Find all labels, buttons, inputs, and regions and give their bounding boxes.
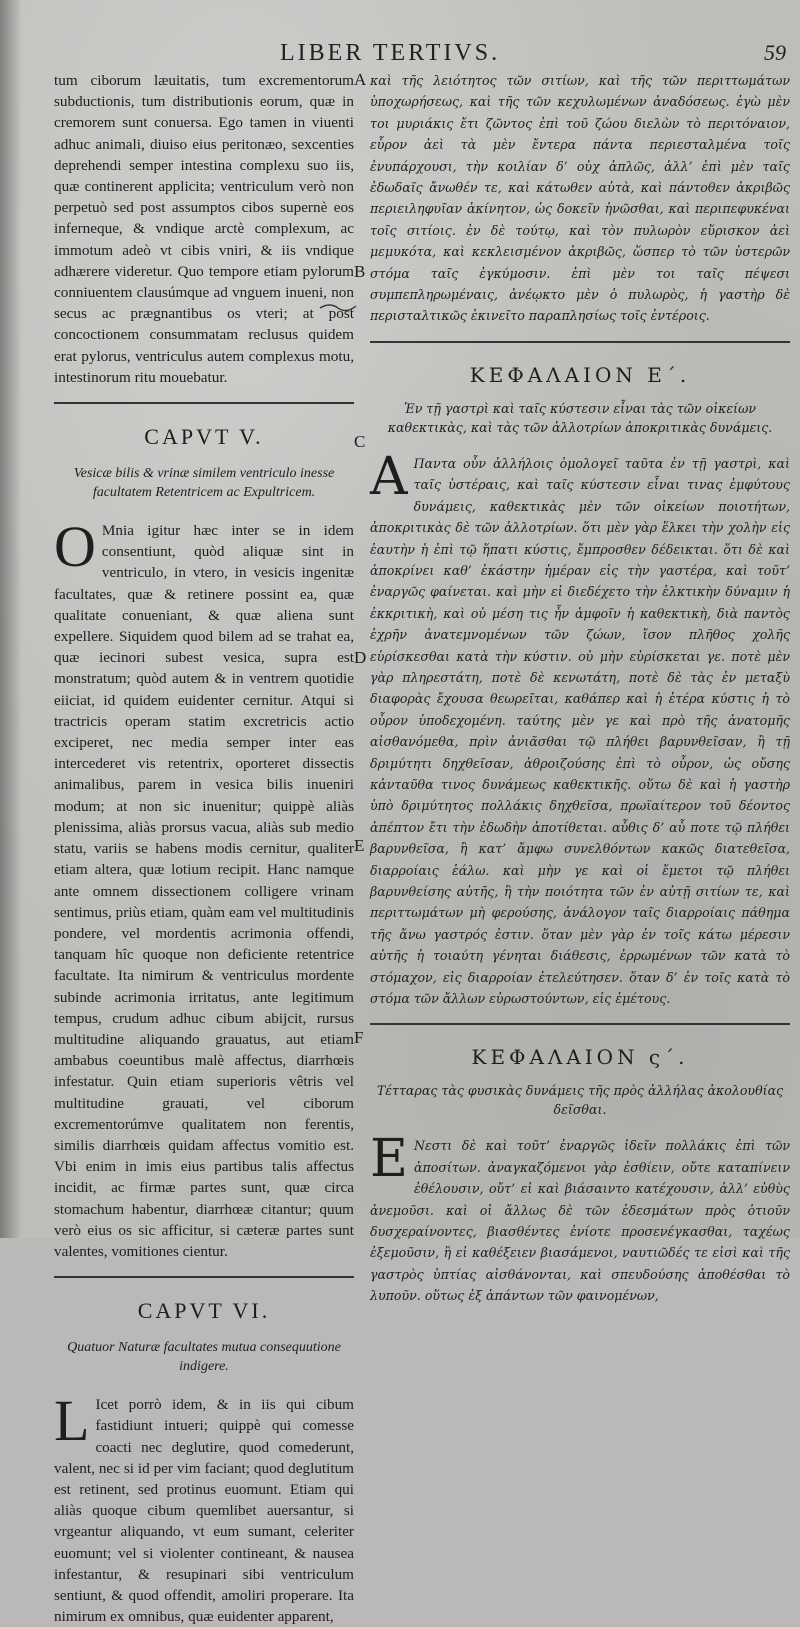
greek-chapter-6-body: Νεστι δὲ καὶ τοῦτ’ ἐναργῶς ἰδεῖν πολλάκις ἐπὶ τῶν ἀποσίτων. ἀναγκαζόμενοι γὰρ ἐσθίειν, οὔτε καταπίνειν ἐθέλουσιν, οὔτ’ εἰ καὶ βιάσαιντο κατέχουσιν, ἀλλ’ εὐθὺς ἀνεμοῦσι. καὶ οἱ ἄλλως δὲ τῶν ἐδεσμάτων πρὸς ὁτιοῦν δυσχεραίνοντες, βιασθέντες ἐνίοτε προσενέγκασθαι, ταχέως ἐξεμοῦσιν, ἢ εἰ καθέξειεν βιασάμενοι, ναυτιῶδές τε εἰσὶ καὶ τῆς γαστρὸς ὑπτίας αἰσθάνονται, καὶ σπευδούσης ἀποθέσθαι τὸ λυποῦν. οὕτως ἐξ ἁπάντων τῶν φαινομένων,	[370, 1138, 790, 1304]
latin-intro-paragraph: tum ciborum læuitatis, tum excrementorum subductionis, tum distributionis eorum, quæ in cremorem sunt conuersa. Ego tamen in viuenti adhuc animali, diuiso eius peritonæo, sexcenties deprehendi semper intestina complexu suo iis, quæ continerent applicita; ventriculum verò non perpetuò sed post assumptos cibos supernè eos inferneque, & vndique arctè complexum, ac immotum adeò vt cibis vniri, & iis vndique adhærere videretur. Quo tempore etiam pylorum conniuentem clausúmque ad vnguem inueni, non secus ac prægnantibus os vteri; at post concoctionem consummatam reclusus quidem erat pylorus, ventriculus autem complexus motu, intestinorum ritu mouebatur.	[54, 72, 354, 386]
running-head: LIBER TERTIVS.	[280, 40, 501, 66]
latin-chapter-5-text	[54, 514, 354, 1262]
section-divider	[54, 402, 354, 404]
marginal-pen-mark	[318, 300, 358, 314]
latin-chapter-6-body: Icet porrò idem, & in iis qui cibum fastidiunt intueri; quippè qui comesse coacti nec deglutire, quod comederunt, valent, nec si id per vim faciant; quod deglutitum est retinent, sed protinus euomunt. Etiam qui aliàs quoque cibum quemlibet auersantur, si vrgeantur aliquando, vt eum sumant, celeriter euomunt; vel si violenter contineant, & nausea infestantur, & resupinari sibi ventriculum sentiunt, & quod offendit, amoliri properare. Ita nimirum ex omnibus, quæ euidenter apparent,	[54, 1396, 354, 1626]
greek-chapter-5-dropcap: Α	[370, 446, 408, 507]
section-divider	[370, 341, 790, 343]
latin-chapter-5-dropcap: O	[54, 514, 96, 580]
greek-intro-paragraph: καὶ τῆς λειότητος τῶν σιτίων, καὶ τῆς τῶν περιττωμάτων ὑποχωρήσεως, καὶ τῆς τῶν κεχυλωμένων ἀναδόσεως. ἐγὼ μὲν τοι μυριάκις ἔτι ζῶντος ἐπὶ τοῦ ζώου διελὼν τὸ περιτόναιον, εὗρον ἀεὶ τὰ μὲν ἔντερα πάντα περιεσταλμένα τοῖς ἐνυπάρχουσι, τὴν κοιλίαν δ’ οὐχ ἁπλῶς, ἀλλ’ ἐπὶ μὲν ταῖς ἐδωδαῖς ἄνωθέν τε, καὶ κάτωθεν αὐτὰ, καὶ πάντοθεν ἀκριβῶς περιειληφυῖαν ἀκίνητον, ὡς δοκεῖν ἡνῶσθαι, καὶ περιπεφυκέναι τοῖς σιτίοις. ἐν δὲ τούτῳ, καὶ τὸν πυλωρὸν εὕρισκον ἀεὶ μεμυκότα, καὶ κεκλεισμένον ἀκριβῶς, ὥσπερ τὸ τῶν ὑστερῶν στόμα ταῖς ἐγκύμοσιν. ἐπὶ μὲν τοι ταῖς πέψεσι συμπεπληρωμέναις, ἀνέῳκτο μὲν ὁ πυλωρὸς, ἡ γαστὴρ δὲ περισταλτικῶς ἐκινεῖτο παραπλησίως τοῖς ἐντέροις.	[370, 73, 790, 324]
section-divider	[370, 1023, 790, 1025]
latin-chapter-5-body: Mnia igitur hæc inter se in idem consentiunt, quòd aliquæ sint in ventriculo, in vtero, in vesicis ingenitæ facultates, quæ & retinere possint ea, quæ qualitate conueniant, & quæ aliena sunt expellere. Siquidem quod bilem ad se trahat ea, quæ iecinori subest vesica, supra est monstratum; quòd autem & in ventrem quotidie eiiciat, id quidem euidenter cernitur. Atqui si tractricis operam statim excretricis actio exciperet, nec media semper inter eas intercederet vis retentrix, oporteret dissectis animalibus, parem in vesica bilis inueniri modum; at non sic inuenitur; quippè aliàs plenissima, aliàs prorsus vacua, aliàs sub medio statu, variis se habens modis cernitur, qualiter etiam altera, quæ lotium recipit. Hanc namque ante omnem dissectionem colligere vrinam sentimus, priùs etiam, quàm eam vel multitudinis pondere, vel mordentis acrimonia offendi, tanquam hîc quoque non deficiente retentrice facultate. Ita nimirum & ventriculus mordente subinde acrimonia irritatus, ante legitimum tempus, crudum adhuc cibum abijcit, rursus multitudine aliquando grauatus, aut etiam ambabus coeuntibus malè affectus, diarrhœis infestatur. Quin etiam superioris vêtris vel multitudine grauati, vel ciborum excrementorúmve qualitatem non ferentis, similis diarrhœis quidam affectus vomitio est. Vbi enim in imis eius partibus talis affectus incidit, ac firmæ partes sunt, quæ circa stomachum habentur, diarrhœæ citantur; quum verò eius os sic afficitur, si cæteræ partes sunt valentes, vomitiones cientur.	[54, 522, 354, 1260]
greek-chapter-5-summary: Ἐν τῇ γαστρὶ καὶ ταῖς κύστεσιν εἶναι τὰς τῶν οἰκείων καθεκτικὰς, καὶ τὰς τῶν ἀλλοτρίων ἀποκριτικὰς δυνάμεις.	[387, 400, 773, 435]
latin-chapter-5-title: CAPVT V.	[144, 424, 264, 450]
latin-chapter-5-summary: Vesicæ bilis & vrinæ similem ventriculo inesse facultatem Retentricem ac Expultricem.	[73, 466, 335, 501]
page-number: 59	[764, 40, 786, 65]
greek-chapter-6-title: ΚΕΦΑΛΑΙΟΝ ς΄.	[471, 1045, 689, 1070]
margin-letter-e: E	[354, 836, 365, 855]
greek-chapter-6-dropcap: Ε	[370, 1129, 408, 1190]
latin-chapter-6-text	[54, 1388, 354, 1627]
latin-chapter-6-dropcap: L	[54, 1388, 90, 1454]
margin-letter-c: C	[354, 432, 366, 451]
latin-column	[54, 70, 354, 1626]
greek-chapter-6-text	[370, 1129, 790, 1306]
margin-letter-a: A	[354, 70, 367, 89]
margin-letter-f: F	[354, 1028, 364, 1047]
greek-chapter-6-summary: Τέτταρας τὰς φυσικὰς δυνάμεις τῆς πρὸς ἀλλήλας ἀκολουθίας δεῖσθαι.	[376, 1083, 784, 1118]
margin-letter-b: B	[354, 262, 366, 281]
greek-column	[370, 70, 790, 1304]
latin-chapter-6-title: CAPVT VI.	[137, 1298, 271, 1324]
margin-letter-d: D	[354, 648, 367, 667]
greek-chapter-5-text	[370, 446, 790, 1010]
latin-chapter-6-summary: Quatuor Naturæ facultates mutua consequutione indigere.	[67, 1340, 341, 1375]
greek-chapter-5-title: ΚΕΦΑΛΑΙΟΝ Ε΄.	[469, 362, 691, 387]
greek-chapter-5-body: Παντα οὖν ἀλλήλοις ὁμολογεῖ ταῦτα ἐν τῇ γαστρὶ, καὶ ταῖς ὑστέραις, καὶ ταῖς κύστεσιν εἶναι τινας ἐμφύτους δυνάμεις, καθεκτικὰς μὲν τῶν οἰκείων ποιοτήτων, ἀποκριτικὰς δὲ τῶν ἀλλοτρίων. ὅτι μὲν γὰρ ἕλκει τὴν χολὴν εἰς ἑαυτὴν ἡ ἐπὶ τῷ ἥπατι κύστις, ἔμπροσθεν δέδεικται. ὅτι δὲ καὶ ἀποκρίνει καθ’ ἑκάστην ἡμέραν εἰς τὴν γαστέρα, καὶ τοῦτ’ ἐναργῶς φαίνεται. καὶ μὴν εἰ διεδέχετο τὴν ἑλκτικὴν δύναμιν ἡ ἐκκριτικὴ, καὶ οὐ μέση τις ἦν ἀμφοῖν ἡ καθεκτικὴ, διὰ παντὸς ἐχρῆν ἀνατεμνομένων τῶν ζώων, ἴσον πλῆθος χολῆς εὑρίσκεσθαι κατὰ τὴν κύστιν. οὐ μὴν εὑρίσκεται γε. ποτὲ μὲν γὰρ πληρεστάτη, ποτὲ δὲ κενωτάτη, ποτὲ δὲ τὰς ἐν μεταξὺ διαφορὰς ἔχουσα θεωρεῖται, καθάπερ καὶ ἡ ἑτέρα κύστις ἡ τὸ οὖρον ὑποδεχομένη. ταύτης μὲν γε καὶ πρὸ τῆς ἀνατομῆς αἰσθανόμεθα, πρὶν ἀνιᾶσθαι τῷ πλήθει βαρυνθεῖσαν, ἢ τῇ δριμύτητι δηχθεῖσαν, ἀθροιζούσης ἐπὶ τὸ οὖρον, ὡς οὔσης κἀνταῦθα τινος δυνάμεως καθεκτικῆς. οὕτω δὲ καὶ ἡ γαστὴρ ὑπὸ δριμύτητος πολλάκις δηχθεῖσα, πρωϊαίτερον τοῦ δέοντος ἀπέπτον ἔτι τὴν ἐδωδὴν ἀποτίθεται. αὖθις δ’ αὖ ποτε τῷ πλήθει βαρυνθεῖσα, ἢ κατ’ ἄμφω συνελθόντων κακῶς διατεθεῖσα, διαρροίαις ἑάλω. καὶ μὴν γε καὶ οἱ ἔμετοι τῷ πλήθει βαρυνθείσης αὐτῆς, ἢ τὴν ποιότητα τῶν ἐν αὐτῇ σιτίων τε, καὶ περιττωμάτων μὴ φερούσης, ἀνάλογον ταῖς διαρροίαις πάθημα τῆς ἄνω γαστρός ἐστιν. ὅταν μὲν γὰρ ἐν τοῖς κάτω μέρεσιν αὐτῆς ἡ τοιαύτη γένηται διάθεσις, ἐρρωμένων τῶν κατὰ τὸ στόμαχον, εἰς διαρροίαν ἐτελεύτησεν. ὅταν δ’ ἐν τοῖς κατὰ τὸ στόμα τῶν ἄλλων εὐρωστούντων, εἰς ἐμέτους.	[370, 455, 790, 1007]
section-divider	[54, 1276, 354, 1278]
